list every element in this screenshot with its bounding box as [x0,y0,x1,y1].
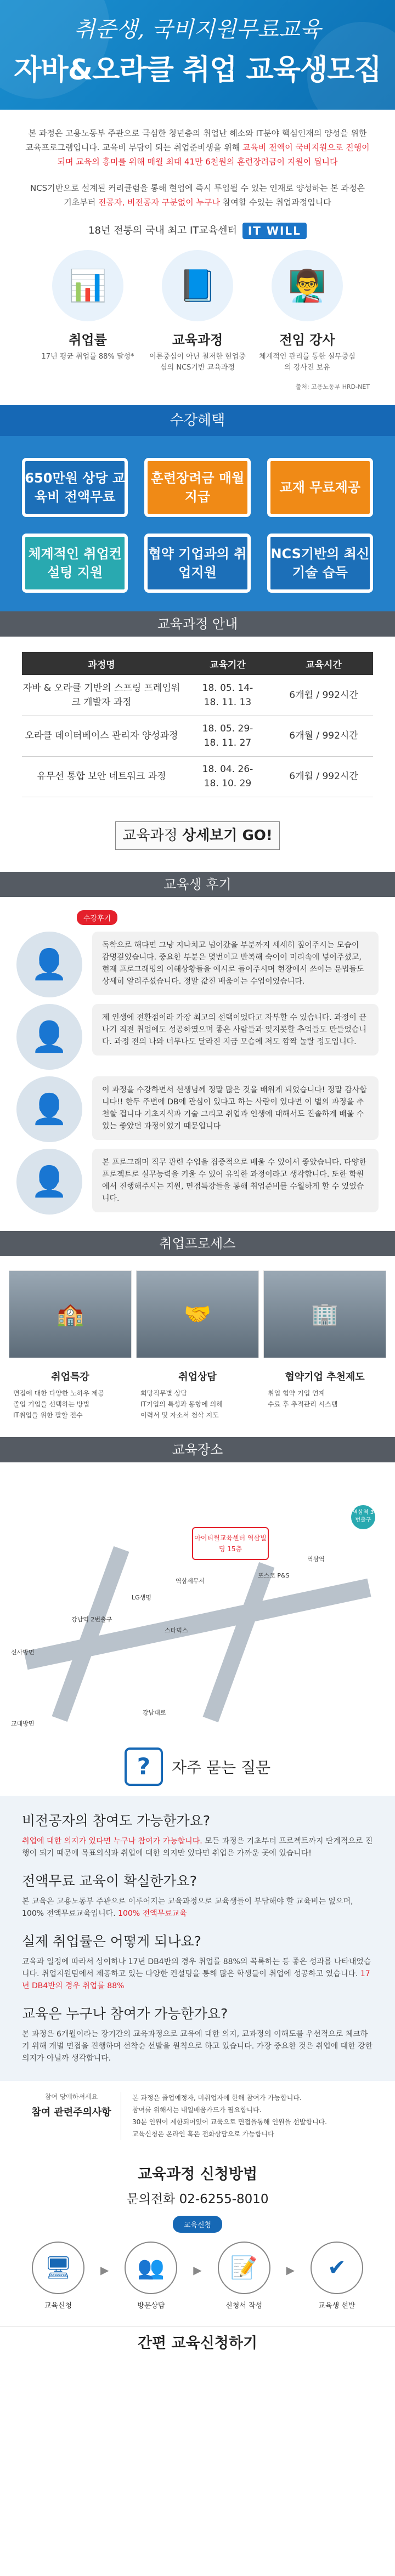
faq-question: 실제 취업률은 어떻게 되나요? [22,1933,201,1949]
table-header: 교육기간 [181,652,274,675]
review-text: 제 인생에 전환점이라 가장 최고의 선택이었다고 자부할 수 있습니다. 과정이 끝나기 직전 취업에도 성공하였으며 좋은 사람들과 잊지못할 추억들도 만들었습니다. 과정 전의 나와 너무나도 달라진 지금 모습에 저도 깜짝 놀랄 정도입니다. [92,1004,379,1056]
review-item [16,1076,379,1142]
faq-answer-highlight: 취업에 대한 의지가 있다면 누구나 참여가 가능합니다. [22,1836,202,1846]
stat-label: 전임 강사 [279,332,335,348]
notice-list [121,2092,373,2140]
notice-title [22,2092,121,2140]
teacher-icon: 👨‍🏫 [272,250,343,321]
faq-question: 교육은 누구나 참여가 가능한가요? [22,2005,228,2022]
review-text: 이 과정을 수강하면서 선생님께 정말 많은 것을 배워게 되었습니다! 정말 감사합니다!! 한두 주변에 DB에 관심이 있다고 하는 사람이 있다면 이 별의 과정을 추천할 겁니다 기초지식과 기술 그리고 취업과 인생에 대해서도 진솔하게 배울 수 있는 좋았던 과정이었기 때문입니다 [92,1076,379,1140]
person-icon: 👥 [125,2242,177,2294]
chart-icon: 📊 [52,250,123,321]
benefit-card: 교재 무료제공 [267,458,373,517]
review-item [16,932,379,997]
process-detail: IT기업의 특성과 동향에 의해 [140,1400,223,1408]
intro-section [0,110,395,239]
process-detail: 취업 협약 기업 연계 [268,1389,325,1397]
intro-ribbon [25,223,370,239]
faq-answer-text: 본 교육은 고용노동부 주관으로 이루어지는 교육과정으로 교육생들이 부담해야 할 교육비는 없으며, 100% 전액무료교육입니다. [22,1897,353,1918]
avatar: 👤 [16,1076,82,1142]
course-hours: 6개월 / 992시간 [274,675,373,716]
monitor-icon: 🖥 [32,2242,84,2294]
review-badge: 수강후기 [77,910,117,925]
stat-desc: 체계적인 관리를 통한 실무중심의 강사진 보유 [259,353,356,372]
notice-item: 본 과정은 졸업예정자, 미취업자에 한해 참여가 가능합니다. [132,2093,302,2102]
map-label: 역삼세무서 [176,1577,205,1585]
benefits-grid [0,436,395,611]
faq-section [0,1796,395,2081]
button-label: 교육과정 [122,827,178,844]
avatar: 👤 [16,1004,82,1070]
button-label-bold: 상세보기 GO! [182,827,273,844]
stats-row [0,239,395,373]
avatar: 👤 [16,1149,82,1215]
course-period: 18. 05. 14-18. 11. 13 [181,675,274,716]
map-label: 교대방면 [11,1720,35,1727]
faq-title: 자주 묻는 질문 [171,1758,271,1777]
intro-highlight: 전공자, 비전공자 구분없이 누구나 [98,197,220,207]
map-label: LG생명 [132,1593,151,1601]
review-item [16,1149,379,1215]
process-details [9,1388,132,1421]
location-map [0,1478,395,1735]
quick-apply-button[interactable]: 간편 교육신청하기 [0,2327,395,2359]
faq-question: 비전공자의 참여도 가능한가요? [22,1812,211,1829]
benefit-card: 훈련장려금 매월 지급 [144,458,250,517]
source-note: 출처: 고용노동부 HRD-NET [295,383,370,390]
process-step [136,1369,259,1421]
check-icon: ✔ [311,2242,363,2294]
hero-banner [0,0,395,110]
process-step [9,1369,132,1421]
faq-answer [22,1956,373,1992]
reviews-section [0,897,395,1215]
map-label: 강남역 2번출구 [71,1615,112,1623]
faq-answer-text: 모든 과정은 기초부터 프로젝트까지 단계적으로 진행이 되기 때문에 목표의식과 취업에 대한 의지만 있다면 취업은 가까운 곳에 있습니다! [22,1836,373,1858]
map-label: 역삼역 [307,1555,325,1563]
apply-step [121,2242,181,2310]
table-row [22,756,373,797]
apply-step [214,2242,274,2310]
benefit-card: 협약 기업과의 취업지원 [144,534,250,593]
benefit-card: NCS기반의 최신 기술 습득 [267,534,373,593]
avatar: 👤 [16,932,82,997]
courses-table [22,652,373,797]
benefits-heading: 수강혜택 [0,405,395,436]
course-hours: 6개월 / 992시간 [274,716,373,756]
intro-highlight: 교육비 전액이 국비지원으로 진행이 되며 교육의 흥미를 위해 매월 최대 41만 6천원의 훈련장려금이 지원이 됩니다 [57,143,370,167]
step-label: 방문상담 [137,2301,165,2310]
apply-steps [0,2233,395,2310]
reviews-heading: 교육생 후기 [0,872,395,897]
table-header: 과정명 [22,652,181,675]
process-step [263,1369,386,1421]
step-label: 교육생 선발 [318,2301,356,2310]
stat-label: 교육과정 [172,332,223,348]
course-name: 유무선 통합 보안 네트워크 과정 [22,756,181,797]
book-icon: 📘 [162,250,233,321]
notice-small: 참여 당에하셔세요 [44,2092,98,2101]
map-road [203,1562,275,1722]
intro-text: 본 과정은 고용노동부 주관으로 극심한 청년층의 취업난 해소와 IT분야 핵심인재의 양성을 위한 교육프로그램입니다. 교육비 부담이 되는 취업준비생을 위해 [25,128,367,152]
benefit-card: 체계적인 취업컨설팅 지원 [22,534,128,593]
stat-desc: 17년 평균 취업률 88% 달성* [41,353,134,361]
apply-title: 교육과정 신청방법 [137,2165,258,2183]
intro-text: 참여할 수있는 취업과정입니다 [222,197,331,207]
faq-answer [22,1896,373,1920]
ribbon-text: 18년 전통의 국내 최고 IT교육센터 [88,225,237,236]
notice-item: 30분 인원이 제한되어있어 교육으로 면접을통해 인원을 선발합니다. [132,2118,327,2126]
process-detail: 졸업 기업을 선택하는 방법 [13,1400,89,1408]
hero-title: 자바&오라클 취업 교육생모집 [14,54,381,87]
map-label: 스타벅스 [165,1626,188,1634]
faq-answer [22,1835,373,1859]
apply-section [0,2162,395,2233]
faq-header [0,1746,395,1787]
review-item [16,1004,379,1070]
table-header: 교육시간 [274,652,373,675]
faq-answer-text: 교육과 일정에 따라서 상이하나 17년 DB4반의 경우 취업률 88%의 목록하는 등 좋은 성과를 나타내었습니다. 취업지원팀에서 제공하고 있는 다양한 컨설팅을 통해 많은 학생들이 취업에 성공하고 있습니다. [22,1957,371,1978]
table-row [22,716,373,756]
process-steps [0,1358,395,1421]
notice-item: 교육신청은 온라인 혹은 전화상담으로 가능합니다 [132,2130,274,2138]
benefit-card: 650만원 상당 교육비 전액무료 [22,458,128,517]
process-detail: 이력서 및 자소서 첨삭 지도 [140,1411,219,1419]
process-photos [0,1256,395,1358]
course-name: 오라클 데이터베이스 관리자 양성과정 [22,716,181,756]
apply-badge: 교육신청 [173,2216,222,2233]
intro-paragraph-2 [25,181,370,209]
apply-step [28,2242,88,2310]
stat-desc: 이론중심이 아닌 철저한 현업중심의 NCS기반 교육과정 [149,353,246,372]
faq-question: 전액무료 교육이 확실한가요? [22,1873,197,1889]
location-heading: 교육장소 [0,1437,395,1462]
destination-marker: 아이티윌교육센터 역삼빌딩 15층 [192,1527,269,1560]
faq-answer: 본 과정은 6개월이라는 장기간의 교육과정으로 교육에 대한 의지, 교과정의 이해도를 우선적으로 체크하기 위해 개별 면접을 진행하며 선착순 선발을 원칙으로 하고 있습니다. 가장 중요한 것은 취업에 대한 강한 의지가 아닐까 생각합니다. [22,2029,373,2063]
faq-answer-highlight: 100% 전액무료교육 [118,1909,187,1918]
document-icon: 📝 [218,2242,270,2294]
process-title: 협약기업 추천제도 [285,1371,365,1383]
station-pin: 역삼역 3번출구 [351,1505,375,1529]
review-text: 독학으로 해다면 그냥 지나치고 넘어갔을 부분까지 세세히 짚어주시는 모습이 감명깊었습니다. 중요한 부분은 몇번이고 반복해 숙어어 머리속에 넣어주셨고, 현재 프로그래밍의 이해상황들을 예시로 들어주시며 현장에서 쓰이는 문법들도 상세히 알려주셨습니다. 정말 값진 배움이는 수업이었습니다. [92,932,379,995]
process-title: 취업상담 [178,1371,217,1383]
chevron-right-icon: ▶ [286,2263,295,2277]
process-detail: 희망직무별 상담 [140,1389,187,1397]
course-period: 18. 05. 29-18. 11. 27 [181,716,274,756]
course-period: 18. 04. 26-18. 10. 29 [181,756,274,797]
faq-answer-highlight: 17년 DB4반의 경우 취업률 88% [22,1969,370,1990]
intro-text: NCS기반으로 설계된 커리큘럼을 통해 현업에 즉시 투입될 수 있는 인재로 양성하는 본 과정은 기초부터 [30,183,365,207]
process-detail: IT취업을 위한 팔할 전수 [13,1411,83,1419]
course-hours: 6개월 / 992시간 [274,756,373,797]
course-details-button[interactable] [115,821,280,850]
process-heading: 취업프로세스 [0,1231,395,1256]
consulting-photo: 🤝 [136,1270,259,1358]
process-title: 취업특강 [51,1371,89,1383]
notice-item: 참여를 위해서는 내일배움카드가 필요합니다. [132,2106,262,2114]
stat-card [38,250,137,373]
itwill-logo: IT WILL [242,223,307,239]
table-row [22,675,373,716]
company-photo: 🏢 [263,1270,386,1358]
step-label: 신청서 작성 [225,2301,263,2310]
apply-step [307,2242,367,2310]
notice-big: 참여 관련주의사항 [31,2106,111,2118]
notice-section [0,2081,395,2140]
review-text: 본 프로그래머 직무 관련 수업을 집중적으로 배울 수 있어서 좋았습니다. 다양한 프로젝트로 실무능력을 키울 수 있어 유익한 과정이라고 생각합니다. 또한 학원에서 진행해주시는 지원, 면접특강들을 통해 취업준비를 수월하게 할 수 있었습니다. [92,1149,379,1212]
step-label: 교육신청 [44,2301,72,2310]
map-label: 포스코 P&S [258,1571,290,1579]
process-detail: 수료 후 추적관리 시스템 [268,1400,338,1408]
stat-card [148,250,247,373]
map-label: 신사방면 [11,1648,35,1656]
map-label: 강남대로 [143,1709,166,1716]
chevron-right-icon: ▶ [100,2263,109,2277]
table-header-row [22,652,373,675]
process-details [136,1388,259,1421]
stat-card [258,250,357,373]
chevron-right-icon: ▶ [193,2263,202,2277]
stat-label: 취업률 [69,332,107,348]
courses-heading: 교육과정 안내 [0,611,395,637]
course-name: 자바 & 오라클 기반의 스프링 프레임워크 개발자 과정 [22,675,181,716]
intro-paragraph-1 [25,126,370,169]
hero-subtitle: 취준생, 국비지원무료교육 [74,17,321,42]
apply-phone: 문의전화 02-6255-8010 [126,2192,269,2206]
classroom-photo: 🏫 [9,1270,132,1358]
process-details [263,1388,386,1410]
question-icon: ? [125,1747,163,1786]
process-detail: 면접에 대한 다양한 노하우 제공 [13,1389,104,1397]
